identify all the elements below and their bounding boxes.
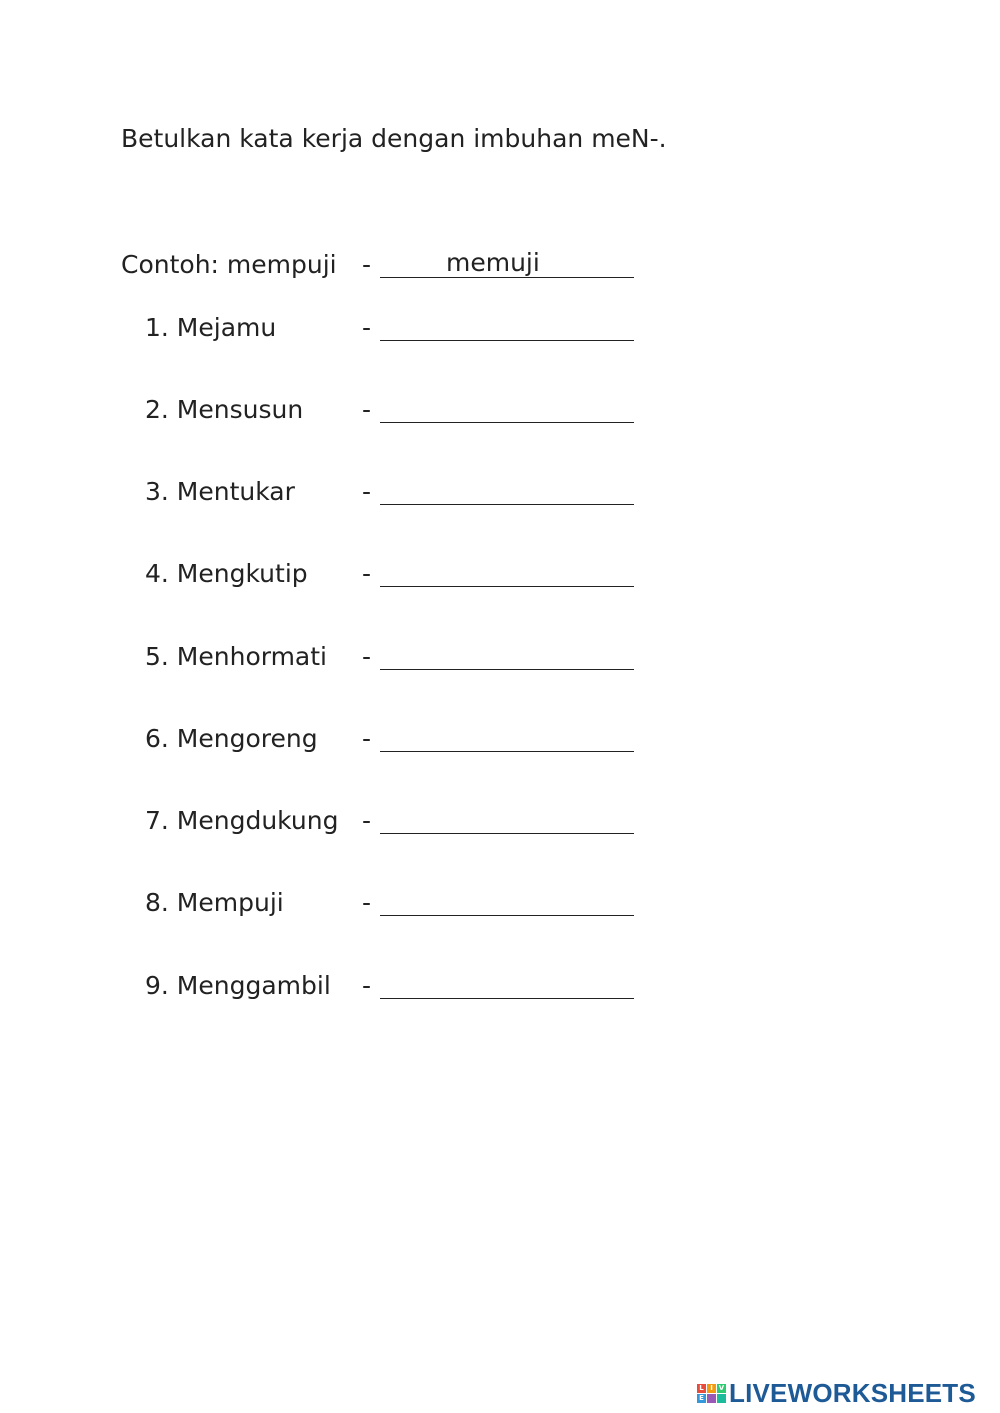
answer-field-2[interactable] bbox=[380, 393, 634, 423]
item-dash-9: - bbox=[362, 971, 372, 1000]
example-dash: - bbox=[362, 250, 372, 279]
answer-field-4[interactable] bbox=[380, 557, 634, 587]
answer-field-9[interactable] bbox=[380, 969, 634, 999]
answer-field-3[interactable] bbox=[380, 475, 634, 505]
item-dash-3: - bbox=[362, 477, 372, 506]
item-dash-7: - bbox=[362, 806, 372, 835]
item-label-5: 5. Menhormati bbox=[145, 642, 327, 671]
item-dash-6: - bbox=[362, 724, 372, 753]
item-label-3: 3. Mentukar bbox=[145, 477, 295, 506]
item-label-4: 4. Mengkutip bbox=[145, 559, 308, 588]
item-dash-2: - bbox=[362, 395, 372, 424]
logo-tile-3: V bbox=[718, 1383, 725, 1392]
answer-field-6[interactable] bbox=[380, 722, 634, 752]
item-label-7: 7. Mengdukung bbox=[145, 806, 339, 835]
logo-tile-1: L bbox=[697, 1384, 706, 1393]
answer-field-1[interactable] bbox=[380, 311, 634, 341]
answer-field-7[interactable] bbox=[380, 804, 634, 834]
instruction-text: Betulkan kata kerja dengan imbuhan meN-. bbox=[121, 124, 667, 153]
item-dash-5: - bbox=[362, 642, 372, 671]
logo-tile-2: I bbox=[707, 1384, 716, 1393]
liveworksheets-logo-icon bbox=[697, 1384, 726, 1403]
answer-field-5[interactable] bbox=[380, 640, 634, 670]
item-dash-1: - bbox=[362, 313, 372, 342]
item-label-2: 2. Mensusun bbox=[145, 395, 304, 424]
logo-tile-4: E bbox=[697, 1394, 706, 1403]
item-label-6: 6. Mengoreng bbox=[145, 724, 318, 753]
example-label: Contoh: mempuji bbox=[121, 250, 337, 279]
example-answer-line bbox=[380, 248, 634, 278]
example-answer: memuji bbox=[446, 248, 540, 277]
item-dash-4: - bbox=[362, 559, 372, 588]
logo-tile-6 bbox=[717, 1394, 726, 1403]
answer-field-8[interactable] bbox=[380, 886, 634, 916]
liveworksheets-wordmark: LIVEWORKSHEETS bbox=[729, 1378, 976, 1408]
item-dash-8: - bbox=[362, 888, 372, 917]
logo-tile-5 bbox=[707, 1394, 716, 1403]
liveworksheets-watermark bbox=[697, 1379, 976, 1407]
item-label-9: 9. Menggambil bbox=[145, 971, 331, 1000]
item-label-1: 1. Mejamu bbox=[145, 313, 277, 342]
item-label-8: 8. Mempuji bbox=[145, 888, 284, 917]
